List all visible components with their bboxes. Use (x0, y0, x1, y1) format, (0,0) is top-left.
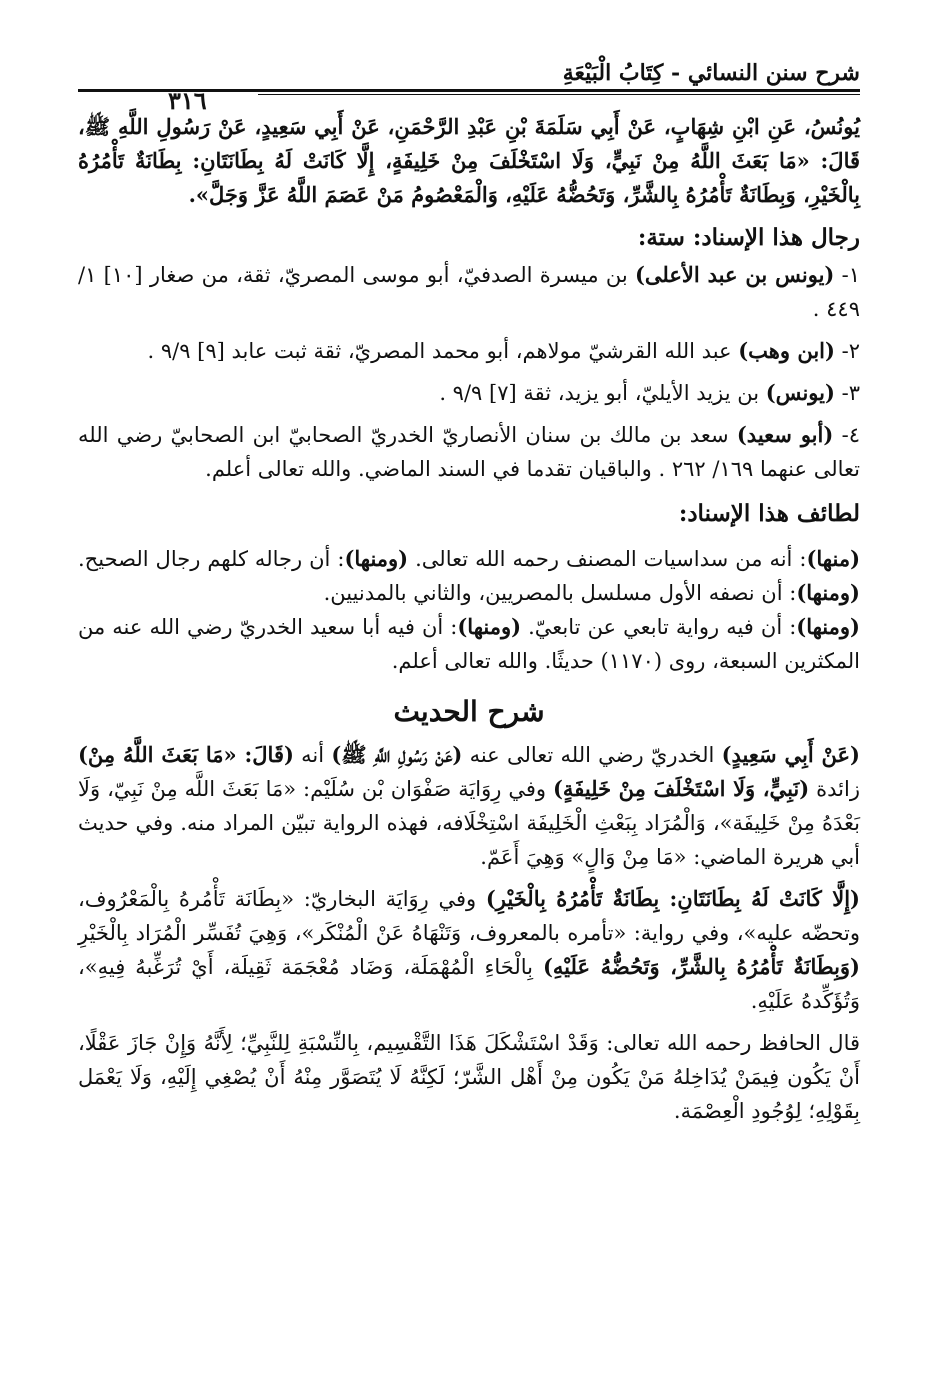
text-span: أنه (293, 743, 332, 767)
bold-marker: (ومنها) (457, 614, 522, 639)
narrator-bio-2 (78, 334, 860, 368)
bold-quote: (عَنْ أَبِي سَعِيدٍ) (721, 742, 860, 767)
text-span: : أن فيه رواية تابعي عن تابعيّ. (521, 615, 797, 639)
header-rule-thin (258, 94, 860, 95)
hadith-line-1: يُونُسُ، عَنِ ابْنِ شِهَابٍ، عَنْ أَبِي سَلَمَةَ بْنِ عَبْدِ الرَّحْمَنِ، عَنْ أَبِي سَعِيدٍ، عَنْ رَسُولِ اللَّهِ (118, 114, 860, 139)
bio-text: بن يزيد الأيليّ، أبو يزيد، ثقة [٧] ٩/٩ . (439, 381, 766, 405)
text-span: : أن فيه أبا سعيد الخدريّ رضي الله عنه من المكثرين السبعة، روى (١١٧٠) حديثًا. والله تعالى أعلم. (78, 615, 860, 673)
hadith-text (78, 110, 860, 212)
text-span: زائدة (809, 777, 860, 801)
lataif-paragraph-1 (78, 542, 860, 610)
hadith-line-3: تَأْمُرُهُ بِالْخَيْرِ، وَبِطَانَةٌ تَأْمُرُهُ بِالشَّرِّ، وَتَحُضُّهُ عَلَيْهِ، وَالْمَعْصُومُ مَنْ عَصَمَ اللَّهُ عَزَّ وَجَلَّ». (78, 148, 860, 207)
bio-text: عبد الله القرشيّ مولاهم، أبو محمد المصريّ، ثقة ثبت عابد [٩] ٩/٩ . (147, 339, 739, 363)
sharh-paragraph-3: قال الحافظ رحمه الله تعالى: وَقَدْ اسْتَشْكَلَ هَذَا التَّقْسِيم، بِالنِّسْبَةِ لِلنَّبِيِّ؛ لِأَنَّهُ وَإِنْ جَازَ عَقْلًا، أَنْ يَكُون فِيمَنْ يُدَاخِلهُ مَنْ يَكُون مِنْ أَهْل الشَّرّ؛ لَكِنَّهُ لَا يُتَصَوَّر مِنْهُ أَنْ يُصْغِي إِلَيْهِ، وَلَا يَعْمَل بِقَوْلِهِ؛ لِوُجُودِ الْعِصْمَة. (78, 1031, 860, 1123)
text-span: : أنه من سداسيات المصنف رحمه الله تعالى. (408, 547, 807, 571)
narrator-name: (أبو سعيد) (736, 422, 834, 447)
narrator-bio-1 (78, 258, 860, 326)
narrator-bio-3 (78, 376, 860, 410)
bold-quote: (قَالَ: «مَا بَعَثَ اللَّهُ مِنْ) (78, 742, 294, 767)
lataif-heading: لطائف هذا الإسناد: (678, 500, 860, 527)
rijal-heading: رجال هذا الإسناد: ستة: (637, 224, 860, 251)
narrator-name: (يونس بن عبد الأعلى) (634, 262, 835, 287)
bold-quote: (وَبِطَانَةٌ تَأْمُرُهُ بِالشَّرِّ، وَتَحُضُّهُ عَلَيْهِ) (542, 954, 860, 979)
bio-number: ٣- (834, 381, 860, 405)
text-span: : أن نصفه الأول مسلسل بالمصريين، والثاني بالمدنيين. (323, 581, 797, 605)
sharh-paragraph-1 (78, 738, 860, 874)
bold-quote: (إِلَّا كَانَتْ لَهُ بِطَانَتَانِ: بِطَانَةٌ تَأْمُرُهُ بِالْخَيْرِ) (485, 886, 860, 911)
page-number: ٣١٦ (168, 86, 207, 115)
bio-text: بن ميسرة الصدفيّ، أبو موسى المصريّ، ثقة، من صغار [١٠] ١/ ٤٤٩ . (78, 263, 860, 321)
bold-marker: (منها) (806, 546, 861, 571)
running-title: شرح سنن النسائي - كِتَابُ الْبَيْعَةِ (562, 60, 860, 86)
bold-quote: (عَنْ رَسُولِ اللَّهِ ﷺ) (331, 742, 463, 767)
page-header (78, 58, 860, 115)
narrator-name: (يونس) (765, 380, 835, 405)
sharh-title: شرح الحديث (393, 695, 545, 728)
bold-marker: (ومنها) (344, 546, 409, 571)
text-span: وفي رِوَايَة البخاريّ: «بِطَانَة تَأْمُرهُ بِالْمَعْرُوف، وتحضّه عليه»، وفي رواية: «تأمره بالمعروف، وَتَنْهَاهُ عَنْ الْمُنْكَر»، وَهِيَ تُفَسِّر الْمُرَاد بِالْخَيْرِ (78, 887, 860, 945)
text-span: الخدريّ رضي الله تعالى عنه (462, 743, 722, 767)
bio-number: ٤- (833, 423, 860, 447)
sharh-paragraph-2 (78, 882, 860, 1018)
text-span: بِالْحَاءِ الْمُهْمَلَة، وَضَاد مُعْجَمَة ثَقِيلَة، أَيْ تُرَغِّبهُ فِيهِ»، وَتُؤَكِّدهُ عَلَيْهِ. (78, 955, 860, 1013)
bold-marker: (ومنها) (796, 580, 860, 605)
bio-text: سعد بن مالك بن سنان الأنصاريّ الخدريّ الصحابيّ ابن الصحابيّ رضي الله تعالى عنهما ١٦٩/ ٢٦٢ . والباقيان تقدما في السند الماضي. والله تعالى أعلم. (78, 423, 860, 481)
bio-number: ١- (834, 263, 860, 287)
bio-number: ٢- (834, 339, 860, 363)
narrator-name: (ابن وهب) (738, 338, 835, 363)
lataif-paragraph-2 (78, 610, 860, 678)
bold-quote: (نَبِيٍّ، وَلَا اسْتَخْلَفَ مِنْ خَلِيفَةٍ) (553, 776, 810, 801)
narrator-bio-4 (78, 418, 860, 486)
hadith-line-2: ﷺ، قَالَ: «مَا بَعَثَ اللَّهُ مِنْ نَبِيٍّ، وَلَا اسْتَخْلَفَ مِنْ خَلِيفَةٍ، إِلَّا كَانَتْ لَهُ بِطَانَتَانِ: بِطَانَةٌ (78, 114, 861, 173)
text-span: : أن رجاله كلهم رجال الصحيح. (78, 547, 345, 571)
text-span: وفي رِوَايَة صَفْوَان بْن سُلَيْم: «مَا بَعَثَ اللَّه مِنْ نَبِيّ، وَلَا بَعْدَهُ مِنْ خَلِيفَة»، وَالْمُرَاد بِبَعْثِ الْخَلِيفَة اسْتِخْلَافه، فهذه الرواية تبيّن المراد منه. وفي حديث أبي هريرة الماضي: «مَا مِنْ وَالٍ» وَهِيَ أَعَمّ. (78, 777, 860, 869)
bold-marker: (ومنها) (796, 614, 860, 639)
